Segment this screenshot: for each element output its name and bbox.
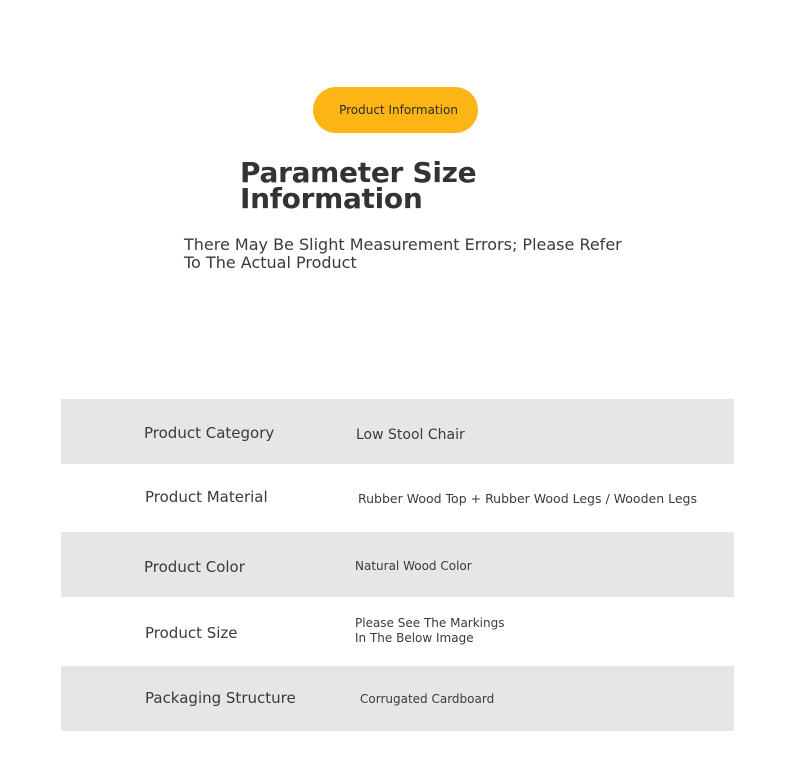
- row-value: Corrugated Cardboard: [360, 692, 495, 706]
- badge-label: Product Information: [339, 103, 458, 117]
- table-row: [61, 597, 734, 666]
- row-value: Rubber Wood Top + Rubber Wood Legs / Wooden Legs: [358, 491, 697, 506]
- page-title: Parameter Size Information: [240, 156, 477, 215]
- product-information-badge: [313, 87, 478, 133]
- row-value: Low Stool Chair: [356, 427, 465, 443]
- row-label: Product Size: [145, 624, 238, 642]
- table-row: [61, 532, 734, 597]
- row-label: Product Color: [144, 558, 245, 576]
- table-row: [61, 666, 734, 731]
- row-label: Packaging Structure: [145, 689, 296, 707]
- row-label: Product Category: [144, 424, 275, 442]
- row-value: Natural Wood Color: [355, 559, 472, 573]
- page-subtitle: There May Be Slight Measurement Errors; Please Refer To The Actual Product: [184, 235, 622, 272]
- table-row: [61, 399, 734, 464]
- row-value: Please See The Markings In The Below Image: [355, 616, 505, 645]
- spec-table: [61, 399, 734, 731]
- table-row: [61, 464, 734, 532]
- row-label: Product Material: [145, 488, 268, 506]
